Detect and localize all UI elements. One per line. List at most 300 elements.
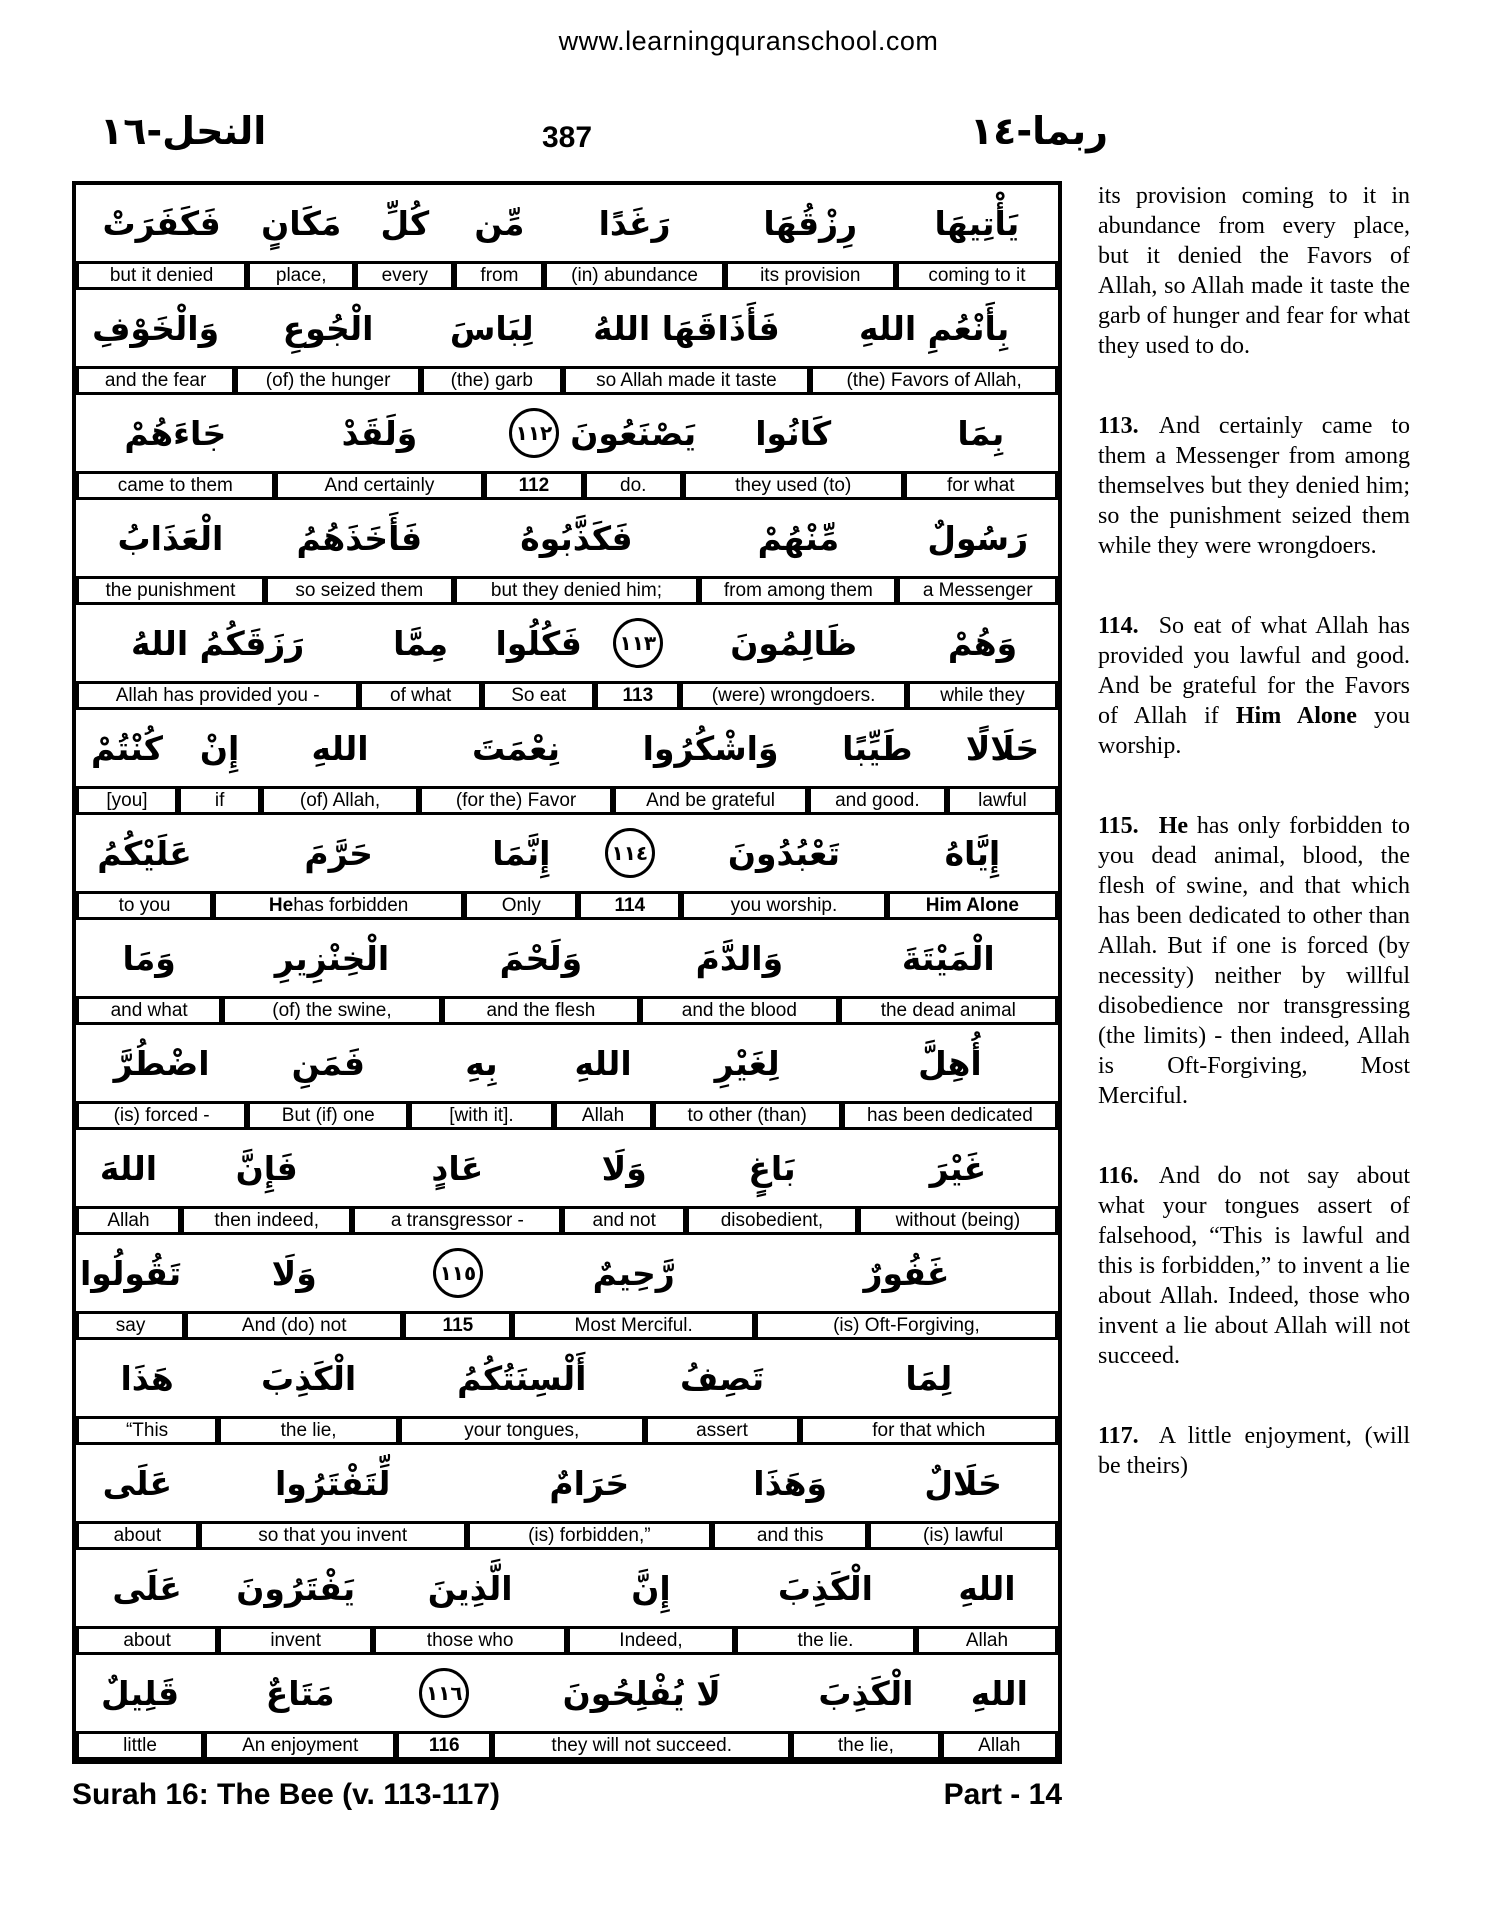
arabic-word: طَيِّبًا [842, 728, 913, 768]
english-gloss [76, 366, 235, 395]
page-number: 387 [541, 121, 593, 154]
english-gloss-text: Only [501, 894, 541, 916]
english-gloss-text: 114 [614, 894, 646, 916]
english-gloss-text: But (if) one [281, 1104, 375, 1126]
english-gloss [562, 1206, 686, 1235]
arabic-word: جَاءَهُمْ [124, 413, 227, 453]
arabic-word: مَتَاعٌ [265, 1673, 335, 1713]
word-column [904, 395, 1058, 500]
verse-row [76, 1655, 1058, 1760]
arabic-word: وَمَا [122, 938, 176, 978]
english-gloss [858, 1206, 1058, 1235]
arabic-word: اللهِ [311, 728, 369, 768]
verse-number: 113. [1098, 413, 1139, 439]
verse-number-marker: ١١٢ [509, 408, 559, 458]
english-gloss [947, 786, 1058, 815]
arabic-word: لِمَا [905, 1358, 953, 1398]
arabic-word: الْكَذِبَ [777, 1568, 873, 1608]
english-gloss-text: (for the) Favor [455, 789, 577, 811]
arabic-word: أَلْسِنَتُكُمُ [457, 1358, 587, 1398]
english-gloss [218, 1416, 399, 1445]
verse-row [76, 1340, 1058, 1445]
english-gloss [640, 996, 838, 1025]
arabic-word: الْكَذِبَ [818, 1673, 914, 1713]
word-column [421, 290, 563, 395]
english-gloss [76, 576, 265, 605]
word-column [235, 290, 421, 395]
english-gloss-text: He [268, 894, 294, 916]
english-gloss [204, 1731, 396, 1760]
arabic-word: مِمَّا [393, 623, 449, 663]
word-column [562, 1130, 686, 1235]
arabic-word: الْكَذِبَ [261, 1358, 357, 1398]
translation-paragraph [1098, 611, 1410, 761]
verse-row [76, 1235, 1058, 1340]
english-gloss-text: they used (to) [735, 474, 852, 496]
arabic-word: وَاشْكُرُوا [642, 728, 779, 768]
arabic-word: فَكُلُوا [495, 623, 582, 663]
word-column [442, 920, 640, 1025]
english-gloss [645, 1416, 800, 1445]
english-gloss [791, 1731, 940, 1760]
arabic-word: عَلَى [112, 1568, 182, 1608]
english-gloss [904, 471, 1058, 500]
arabic-word: وَلَحْمَ [499, 938, 583, 978]
arabic-word: غَفُورٌ [863, 1253, 950, 1293]
arabic-word: مَكَانٍ [261, 203, 342, 243]
english-gloss-text: the punishment [105, 579, 236, 601]
arabic-word: لِبَاسَ [449, 308, 534, 348]
arabic-word: عَلَيْكُمُ [97, 833, 192, 873]
arabic-word: أُهِلَّ [918, 1043, 982, 1083]
arabic-word: تَعْبُدُونَ [727, 833, 841, 873]
arabic-word: فَمَنِ [291, 1043, 365, 1083]
word-column [554, 1025, 653, 1130]
english-gloss-text: those who [426, 1629, 514, 1651]
english-gloss [76, 471, 275, 500]
arabic-verse-cell [578, 815, 681, 891]
translation-text: And do not say about what your tongues assert of falsehood, “This is lawful and this is forbidden,” to invent a lie about Allah. Indeed, those who invent a lie about Allah will not succeed. [1098, 1163, 1410, 1369]
english-gloss-text: And certainly [324, 474, 435, 496]
word-column [373, 1550, 567, 1655]
arabic-word: بِهِ [465, 1043, 498, 1083]
page-footer [72, 1778, 1062, 1812]
english-gloss [181, 1206, 353, 1235]
arabic-word: فَإِنَّ [235, 1148, 298, 1188]
verse-row [76, 605, 1058, 710]
english-gloss-text: Allah [107, 1209, 150, 1231]
word-column [916, 1550, 1058, 1655]
arabic-word: كُلِّ [380, 203, 430, 243]
english-gloss-text: about [123, 1629, 171, 1651]
arabic-word: وَالْخَوْفِ [92, 308, 220, 348]
word-column [839, 920, 1058, 1025]
arabic-word: فَكَذَّبُوهُ [520, 518, 633, 558]
word-column [712, 1445, 868, 1550]
verse-row [76, 500, 1058, 605]
english-gloss-text: (of) the hunger [265, 369, 391, 391]
word-column [595, 605, 680, 710]
arabic-verse-cell [595, 605, 680, 681]
arabic-word: اللهِ [970, 1673, 1028, 1713]
english-gloss [896, 261, 1058, 290]
word-column [247, 1025, 409, 1130]
arabic-word: رِزْقُهَا [763, 203, 858, 243]
verse-number: 114. [1098, 613, 1139, 639]
arabic-word: بِمَا [957, 413, 1005, 453]
word-column [76, 1235, 185, 1340]
word-column [681, 815, 887, 920]
english-gloss-text: and not [592, 1209, 656, 1231]
arabic-word: وَلَا [601, 1148, 647, 1188]
english-gloss-text: And (do) not [241, 1314, 347, 1336]
english-gloss-text: and the fear [104, 369, 207, 391]
word-column [76, 185, 247, 290]
word-column [204, 1655, 396, 1760]
english-gloss [76, 261, 247, 290]
english-gloss-text: while they [940, 684, 1025, 706]
juz-name-arabic: ربما-١٤ [969, 109, 1108, 153]
verse-row [76, 185, 1058, 290]
arabic-word: كُنْتُمْ [90, 728, 163, 768]
arabic-word: الْمَيْتَةَ [901, 938, 995, 978]
english-gloss [247, 261, 355, 290]
english-gloss [222, 996, 441, 1025]
english-gloss-text: your tongues, [464, 1419, 580, 1441]
verse-row [76, 815, 1058, 920]
word-column [399, 1340, 645, 1445]
verse-row [76, 1025, 1058, 1130]
english-gloss [584, 471, 683, 500]
word-column [218, 1340, 399, 1445]
english-gloss-text: Allah has provided you - [115, 684, 320, 706]
arabic-word: اللهَ [99, 1148, 158, 1188]
english-gloss [897, 576, 1058, 605]
translation-text: its provision coming to it in abundance from every place, but it denied the Favors of Allah, so Allah made it taste the garb of hunger and fear for what they used to do. [1098, 183, 1410, 359]
arabic-word: مِّن [474, 203, 525, 243]
arabic-word: حَلَالٌ [924, 1463, 1002, 1503]
arabic-word: عَلَى [102, 1463, 173, 1503]
word-column [409, 1025, 553, 1130]
english-gloss [613, 786, 808, 815]
word-column [941, 1655, 1058, 1760]
english-gloss-text: and this [756, 1524, 824, 1546]
word-column [359, 605, 482, 710]
arabic-verse-cell [484, 395, 583, 471]
arabic-word: اللهِ [574, 1043, 632, 1083]
word-column [887, 815, 1058, 920]
word-column [185, 1235, 403, 1340]
translation-text: And certainly came to them a Messenger from among themselves but they denied him; so the punishment seized them while they were wrongdoers. [1098, 413, 1410, 559]
english-gloss [235, 366, 421, 395]
word-column [213, 815, 464, 920]
english-gloss-text: the lie, [280, 1419, 337, 1441]
page-content [0, 181, 1497, 1764]
arabic-word: فَأَذَاقَهَا اللهُ [593, 308, 780, 348]
english-gloss [76, 1731, 204, 1760]
english-gloss-text: a Messenger [922, 579, 1033, 601]
english-gloss [842, 1101, 1058, 1130]
english-gloss-text: then indeed, [214, 1209, 319, 1231]
english-gloss [808, 786, 947, 815]
word-column [218, 1550, 373, 1655]
english-gloss [275, 471, 485, 500]
english-gloss [467, 1521, 713, 1550]
english-gloss [396, 1731, 492, 1760]
english-gloss-text: but it denied [109, 264, 214, 286]
english-gloss [680, 681, 907, 710]
translation-paragraph [1098, 411, 1410, 561]
english-gloss [261, 786, 418, 815]
footer-part-number: Part - 14 [943, 1778, 1062, 1811]
word-column [640, 920, 838, 1025]
verse-row [76, 290, 1058, 395]
word-column [699, 500, 897, 605]
arabic-word: رَزَقَكُمُ اللهُ [130, 623, 305, 663]
english-gloss-text: and good. [835, 789, 920, 811]
arabic-word: فَكَفَرَتْ [102, 203, 221, 243]
english-gloss-text: its provision [760, 264, 861, 286]
word-column [842, 1025, 1058, 1130]
verse-row [76, 1130, 1058, 1235]
english-gloss [482, 681, 595, 710]
word-column [265, 500, 454, 605]
arabic-word: بَاغٍ [748, 1148, 796, 1188]
english-gloss [686, 1206, 858, 1235]
english-gloss [373, 1626, 567, 1655]
word-column [199, 1445, 467, 1550]
english-gloss-text: if [214, 789, 225, 811]
english-gloss-text: “This [125, 1419, 169, 1441]
verse-row [76, 1550, 1058, 1655]
english-gloss [185, 1311, 403, 1340]
english-gloss-text: disobedient, [720, 1209, 824, 1231]
word-column [808, 710, 947, 815]
word-column [567, 1550, 735, 1655]
site-url: www.learningquranschool.com [558, 26, 939, 56]
english-gloss-text: and what [110, 999, 188, 1021]
english-gloss-text: 116 [428, 1734, 460, 1756]
word-column [178, 710, 261, 815]
arabic-verse-cell [396, 1655, 492, 1731]
verse-number-marker: ١١٣ [613, 618, 663, 668]
word-column [725, 185, 896, 290]
word-column [755, 1235, 1058, 1340]
arabic-word: قَلِيلٌ [101, 1673, 180, 1713]
english-gloss-text: 112 [518, 474, 550, 496]
arabic-word: وَلَقَدْ [341, 413, 418, 453]
verse-number-marker: ١١٦ [419, 1668, 469, 1718]
arabic-word: حَرَّمَ [304, 833, 373, 873]
english-gloss-text: a transgressor - [390, 1209, 524, 1231]
verse-number: 115. [1098, 813, 1139, 839]
english-gloss-text: came to them [117, 474, 233, 496]
english-gloss [76, 1626, 218, 1655]
arabic-word: إِنْ [199, 728, 240, 768]
word-column [76, 1655, 204, 1760]
arabic-word: وَهُمْ [947, 623, 1018, 663]
verse-number: 116. [1098, 1163, 1139, 1189]
english-gloss-text: (is) lawful [923, 1524, 1004, 1546]
word-column [352, 1130, 562, 1235]
word-column [76, 815, 213, 920]
english-gloss [725, 261, 896, 290]
word-column [683, 395, 904, 500]
english-gloss-text: coming to it [928, 264, 1026, 286]
arabic-word: ظَالِمُونَ [730, 623, 858, 663]
english-gloss-text: for what [946, 474, 1015, 496]
english-gloss [681, 891, 887, 920]
english-gloss [218, 1626, 373, 1655]
word-column [791, 1655, 940, 1760]
english-gloss [916, 1626, 1058, 1655]
english-gloss [352, 1206, 562, 1235]
english-gloss [735, 1626, 916, 1655]
word-column [544, 185, 724, 290]
word-column [275, 395, 485, 500]
english-gloss [419, 786, 614, 815]
arabic-word: عَادٍ [431, 1148, 484, 1188]
word-column [261, 710, 418, 815]
verse-number-marker: ١١٤ [605, 828, 655, 878]
word-column [76, 500, 265, 605]
word-column [76, 605, 359, 710]
english-gloss [907, 681, 1058, 710]
english-gloss-text: And be grateful [646, 789, 776, 811]
word-column [800, 1340, 1058, 1445]
english-gloss-text: so seized them [295, 579, 424, 601]
footer-surah-title: Surah 16: The Bee (v. 113-117) [72, 1778, 500, 1811]
english-gloss-text: of what [390, 684, 452, 706]
english-gloss-text: (the) Favors of Allah, [846, 369, 1022, 391]
english-gloss [464, 891, 578, 920]
word-column [613, 710, 808, 815]
english-gloss-text: Allah [965, 1629, 1009, 1651]
english-gloss-text: has forbidden [293, 894, 409, 916]
english-gloss [265, 576, 454, 605]
word-column [76, 920, 222, 1025]
english-gloss-text: every [381, 264, 429, 286]
arabic-word: إِيَّاهُ [944, 833, 1001, 873]
word-column [947, 710, 1058, 815]
english-gloss [359, 681, 482, 710]
english-gloss-text: Him Alone [925, 894, 1019, 916]
english-gloss [76, 996, 222, 1025]
english-gloss [403, 1311, 512, 1340]
word-column [419, 710, 614, 815]
english-gloss [755, 1311, 1058, 1340]
english-gloss-text: invent [270, 1629, 322, 1651]
english-gloss-text: So eat [511, 684, 567, 706]
english-gloss-text: (of) Allah, [299, 789, 381, 811]
arabic-word: اللهِ [958, 1568, 1016, 1608]
word-column [810, 290, 1058, 395]
english-gloss-text: lawful [978, 789, 1027, 811]
arabic-word: حَلَالًا [965, 728, 1040, 768]
english-gloss-text: little [123, 1734, 157, 1756]
verse-number: 117. [1098, 1423, 1139, 1449]
english-gloss-text: you worship. [730, 894, 838, 916]
verse-row [76, 710, 1058, 815]
english-gloss [653, 1101, 842, 1130]
english-gloss [76, 1521, 199, 1550]
english-gloss-text: 115 [442, 1314, 474, 1336]
english-gloss-text: Most Merciful. [574, 1314, 693, 1336]
english-gloss-text: the dead animal [880, 999, 1016, 1021]
english-gloss [76, 786, 178, 815]
word-column [76, 290, 235, 395]
word-column [247, 185, 355, 290]
english-gloss [247, 1101, 409, 1130]
english-gloss-text: they will not succeed. [551, 1734, 733, 1756]
arabic-word: لِّتَفْتَرُوا [274, 1463, 391, 1503]
arabic-word: الْجُوعِ [282, 308, 374, 348]
word-column [181, 1130, 353, 1235]
english-gloss [712, 1521, 868, 1550]
english-gloss-text: Indeed, [619, 1629, 683, 1651]
english-gloss-text: has been dedicated [866, 1104, 1033, 1126]
arabic-word: حَرَامٌ [549, 1463, 630, 1503]
english-gloss [199, 1521, 467, 1550]
english-gloss-text: Allah [978, 1734, 1021, 1756]
english-gloss-text: (the) garb [450, 369, 533, 391]
english-gloss [213, 891, 464, 920]
arabic-word: يَصْنَعُونَ [570, 413, 697, 453]
word-column [868, 1445, 1058, 1550]
english-gloss [683, 471, 904, 500]
english-gloss [454, 576, 700, 605]
word-column [396, 1655, 492, 1760]
english-gloss [810, 366, 1058, 395]
english-gloss-text: An enjoyment [242, 1734, 359, 1756]
translation-paragraph [1098, 181, 1410, 361]
arabic-word: مِّنْهُمْ [757, 518, 840, 558]
surah-name-arabic: النحل-١٦ [100, 109, 267, 153]
arabic-word: الَّذِينَ [427, 1568, 513, 1608]
english-gloss-text: so Allah made it taste [596, 369, 777, 391]
word-column [454, 185, 544, 290]
english-gloss [421, 366, 563, 395]
english-gloss [178, 786, 261, 815]
english-gloss-text: about [113, 1524, 162, 1546]
word-column [464, 815, 578, 920]
word-column [76, 710, 178, 815]
english-gloss [839, 996, 1058, 1025]
translation-text: A little enjoyment, (will be theirs) [1098, 1423, 1410, 1479]
english-gloss-text: 113 [622, 684, 654, 706]
word-column [403, 1235, 512, 1340]
arabic-word: رَغَدًا [598, 203, 671, 243]
arabic-word: غَيْرَ [929, 1148, 987, 1188]
translation-paragraph [1098, 1421, 1410, 1481]
word-column [76, 1025, 247, 1130]
english-gloss-text: place, [275, 264, 327, 286]
arabic-verse-cell [403, 1235, 512, 1311]
english-gloss [941, 1731, 1058, 1760]
word-column [76, 1550, 218, 1655]
translation-sidebar [1098, 181, 1410, 1531]
word-column [680, 605, 907, 710]
english-gloss [868, 1521, 1058, 1550]
verse-row [76, 920, 1058, 1025]
translation-text: Him Alone [1235, 703, 1357, 729]
english-gloss [76, 1206, 181, 1235]
english-gloss [567, 1626, 735, 1655]
arabic-word: إِنَّ [631, 1568, 671, 1608]
arabic-word: وَلَا [271, 1253, 317, 1293]
english-gloss [563, 366, 811, 395]
word-column [454, 500, 700, 605]
